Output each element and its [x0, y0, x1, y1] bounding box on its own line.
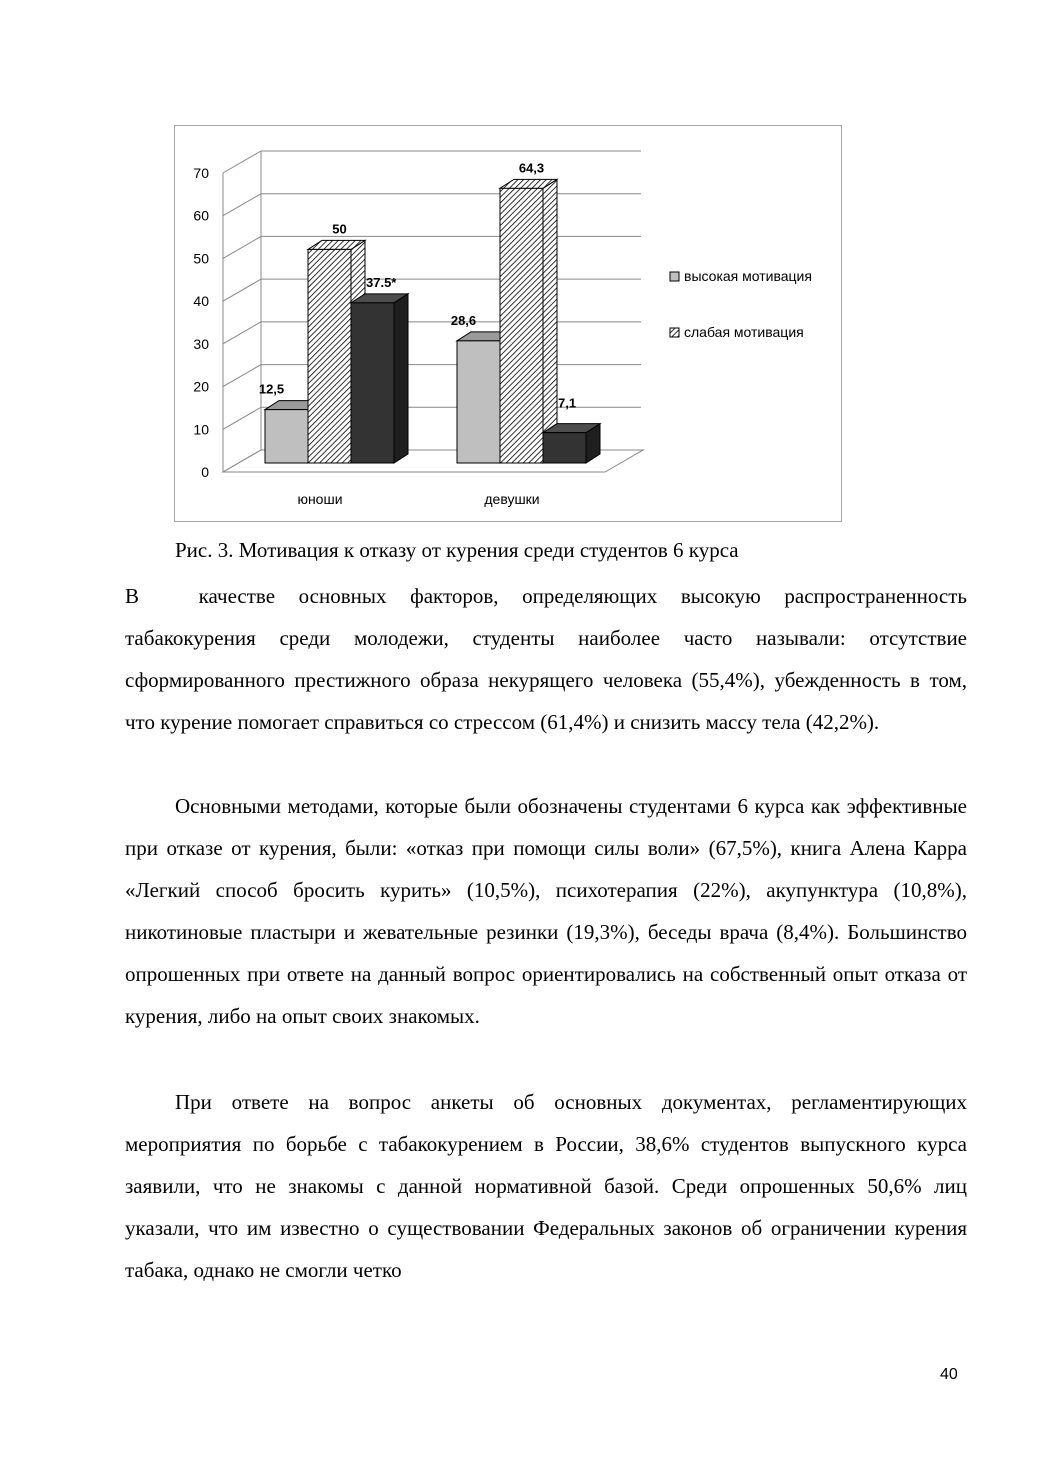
- legend-swatch: [670, 272, 679, 281]
- bar: [308, 249, 351, 463]
- paragraph-1-text: качестве основных факторов, определяющих высокую распространенность табакокурения среди молодежи, студенты наиболее часто называли: отсутствие сформированного престижного образа некурящего человека (55,4%), убежденность в том, что курение помогает справиться со стрессом (61,4%) и снизить массу тела (42,2%).: [125, 584, 967, 734]
- gridline-diagonal: [223, 279, 261, 301]
- legend-label: высокая мотивация: [684, 268, 812, 284]
- y-tick-label: 50: [193, 250, 209, 267]
- y-tick-label: 70: [193, 165, 209, 181]
- bar-side: [394, 294, 408, 463]
- page-number: 40: [940, 1366, 958, 1383]
- gridline-diagonal: [223, 194, 261, 216]
- paragraph-3-text: При ответе на вопрос анкеты об основных документах, регламентирующих мероприятия по борьбе с табакокурением в России, 38,6% студентов выпускного курса заявили, что не знакомы с данной нормативной базой. Среди опрошенных 50,6% лиц указали, что им известно о существовании Федеральных законов об ограничении курения табака, однако не смогли четко: [125, 1090, 967, 1282]
- gridline-diagonal: [223, 365, 261, 387]
- figure-caption: Рис. 3. Мотивация к отказу от курения среди студентов 6 курса: [175, 538, 739, 562]
- legend-label: слабая мотивация: [684, 324, 804, 340]
- bar-chart: [174, 125, 842, 522]
- paragraph-2-text: Основными методами, которые были обозначены студентами 6 курса как эффективные при отказе от курения, были: «отказ при помощи силы воли» (67,5%), книга Алена Карра «Легкий способ бросить курить» (10,5%), психотерапия (22%), акупунктура (10,8%), никотиновые пластыри и жевательные резинки (19,3%), беседы врача (8,4%). Большинство опрошенных при ответе на данный вопрос ориентировались на собственный опыт отказа от курения, либо на опыт своих знакомых.: [125, 794, 967, 1028]
- y-tick-label: 60: [193, 207, 209, 224]
- bar: [500, 188, 543, 463]
- x-category-label: юноши: [297, 491, 343, 507]
- paragraph-1: [125, 575, 967, 743]
- chart-canvas: [175, 126, 843, 523]
- y-tick-label: 0: [201, 464, 209, 480]
- bar-side: [543, 179, 557, 463]
- gridline-diagonal: [223, 407, 261, 429]
- gridline-diagonal: [223, 236, 261, 258]
- bar: [265, 410, 308, 463]
- data-label: 50: [332, 221, 347, 237]
- data-label: 37.5*: [366, 274, 397, 290]
- y-tick-label: 20: [193, 378, 209, 395]
- bar: [351, 303, 394, 463]
- gridline-diagonal: [223, 322, 261, 344]
- legend-swatch: [670, 328, 679, 337]
- paragraph-1-first-word: В: [125, 584, 140, 608]
- gridline-diagonal: [223, 151, 261, 173]
- data-label: 12,5: [258, 381, 285, 397]
- y-tick-label: 40: [193, 293, 209, 310]
- y-tick-label: 10: [193, 421, 209, 438]
- data-label: 64,3: [518, 160, 545, 176]
- paragraph-3: [125, 1081, 967, 1291]
- y-tick-label: 30: [193, 335, 209, 352]
- x-category-label: девушки: [484, 491, 540, 507]
- paragraph-2: [125, 785, 967, 1037]
- data-label: 7,1: [558, 395, 577, 411]
- data-label: 28,6: [450, 312, 477, 328]
- bar: [457, 341, 500, 463]
- bar: [543, 433, 586, 463]
